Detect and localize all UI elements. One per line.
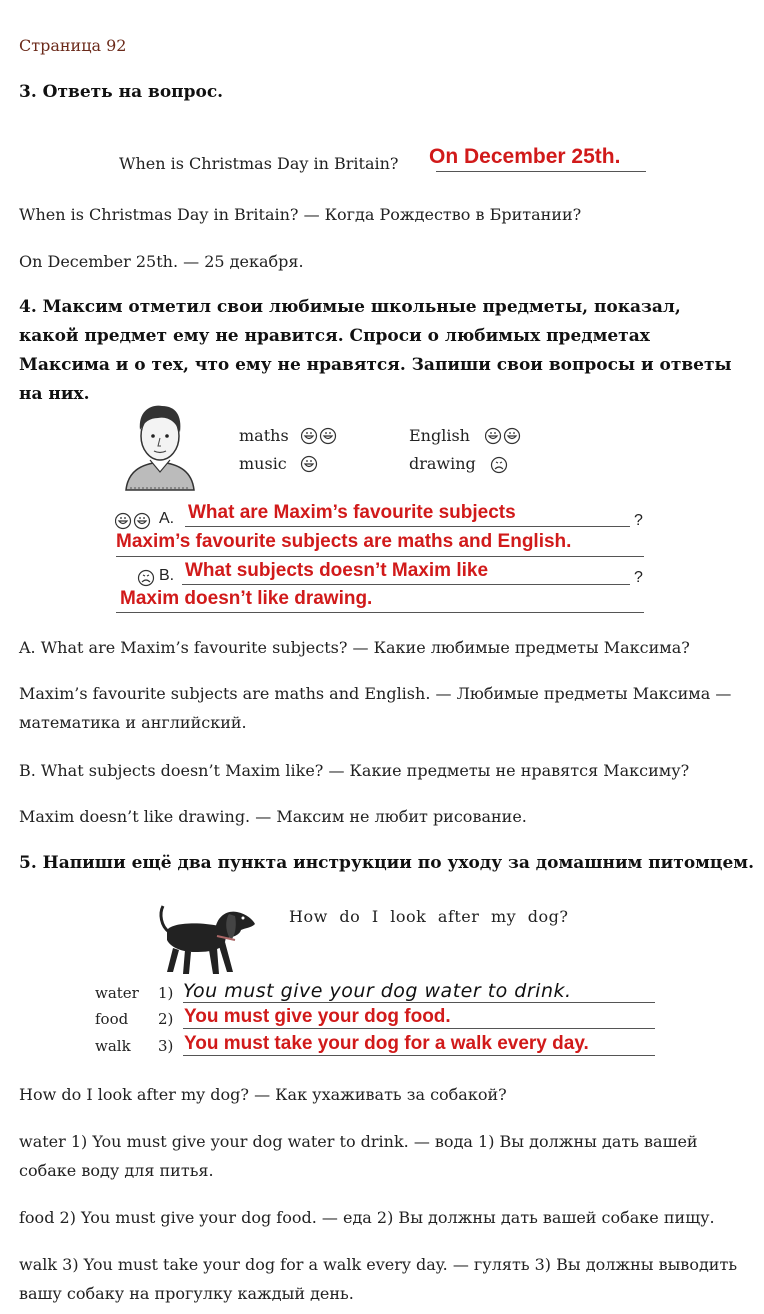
- question-mark-b: ?: [634, 569, 643, 586]
- answer-a-question: What are Maxim’s favourite subjects: [188, 502, 516, 523]
- row-word-walk: walk: [95, 1037, 131, 1055]
- task4-translation-a: A. What are Maxim’s favourite subjects? — Какие любимые предметы Максима?: [19, 638, 690, 657]
- task4-book-image: [110, 398, 655, 618]
- task3-heading: 3. Ответь на вопрос.: [19, 82, 224, 102]
- answer-line: [436, 171, 646, 172]
- happy-face-icon: [301, 427, 337, 445]
- task5-translation-3: food 2) You must give your dog food. — еда 2) Вы должны дать вашей собаке пищу.: [19, 1208, 715, 1227]
- page-number: Страница 92: [19, 36, 127, 55]
- task3-translation-1: When is Christmas Day in Britain? — Когда Рождество в Британии?: [19, 205, 582, 224]
- label-b: B.: [159, 567, 175, 584]
- dog-illustration: [155, 900, 260, 978]
- happy-face-icon: [300, 455, 318, 473]
- task3-book-question: When is Christmas Day in Britain?: [119, 154, 399, 173]
- answer-line: [183, 1028, 655, 1029]
- task4-heading: 4. Максим отметил свои любимые школьные предметы, показал, какой предмет ему не нравится. Спроси о любимых предметах Максима и о тех, что ему не нравятся. Запиши свои вопросы и ответы на них.: [19, 297, 732, 404]
- answer-line: [183, 1002, 655, 1003]
- answer-line: [116, 556, 644, 557]
- label-a: A.: [159, 510, 175, 527]
- answer-line: [116, 612, 644, 613]
- answer-line: [182, 584, 630, 585]
- subject-drawing: drawing: [409, 454, 476, 473]
- task5-translation-2: water 1) You must give your dog water to drink. — вода 1) Вы должны дать вашей собаке воду для питья.: [19, 1132, 698, 1180]
- answer-b-question: What subjects doesn’t Maxim like: [185, 560, 489, 581]
- task3-translation-2: On December 25th. — 25 декабря.: [19, 252, 304, 271]
- task5-book-title: How do I look after my dog?: [289, 907, 569, 926]
- sad-face-icon: [137, 569, 155, 587]
- row-num-2: 2): [158, 1010, 174, 1028]
- task4-translation-a2: Maxim’s favourite subjects are maths and English. — Любимые предметы Максима — математика и английский.: [19, 684, 732, 732]
- task5-translation-4: walk 3) You must take your dog for a walk every day. — гулять 3) Вы должны выводить вашу собаку на прогулку каждый день.: [19, 1255, 738, 1303]
- task3-handwritten-answer: On December 25th.: [429, 145, 621, 168]
- task3-book-image: [110, 140, 670, 190]
- answer-line: [185, 526, 630, 527]
- answer-b-answer: Maxim doesn’t like drawing.: [120, 588, 373, 609]
- task5-translation-1: How do I look after my dog? — Как ухаживать за собакой?: [19, 1085, 507, 1104]
- answer-a-answer: Maxim’s favourite subjects are maths and English.: [116, 531, 572, 552]
- row-text-2: You must give your dog food.: [184, 1006, 451, 1027]
- row-num-1: 1): [158, 984, 174, 1002]
- task4-translation-b: B. What subjects doesn’t Maxim like? — Какие предметы не нравятся Максиму?: [19, 761, 690, 780]
- task4-translation-b2: Maxim doesn’t like drawing. — Максим не любит рисование.: [19, 807, 527, 826]
- question-mark-a: ?: [634, 512, 643, 529]
- task5-heading: 5. Напиши ещё два пункта инструкции по уходу за домашним питомцем.: [19, 853, 754, 873]
- task5-book-image: [90, 895, 670, 1065]
- sad-face-icon: [490, 456, 508, 474]
- row-num-3: 3): [158, 1037, 174, 1055]
- boy-illustration: [120, 400, 200, 492]
- subject-music: music: [239, 454, 287, 473]
- row-word-water: water: [95, 984, 139, 1002]
- row-text-1: You must give your dog water to drink.: [183, 980, 572, 1002]
- happy-face-icon: [485, 427, 521, 445]
- row-word-food: food: [95, 1010, 129, 1028]
- subject-maths: maths: [239, 426, 289, 445]
- answer-line: [183, 1055, 655, 1056]
- row-text-3: You must take your dog for a walk every day.: [184, 1033, 589, 1054]
- subject-english: English: [409, 426, 470, 445]
- happy-face-icon: [115, 512, 151, 530]
